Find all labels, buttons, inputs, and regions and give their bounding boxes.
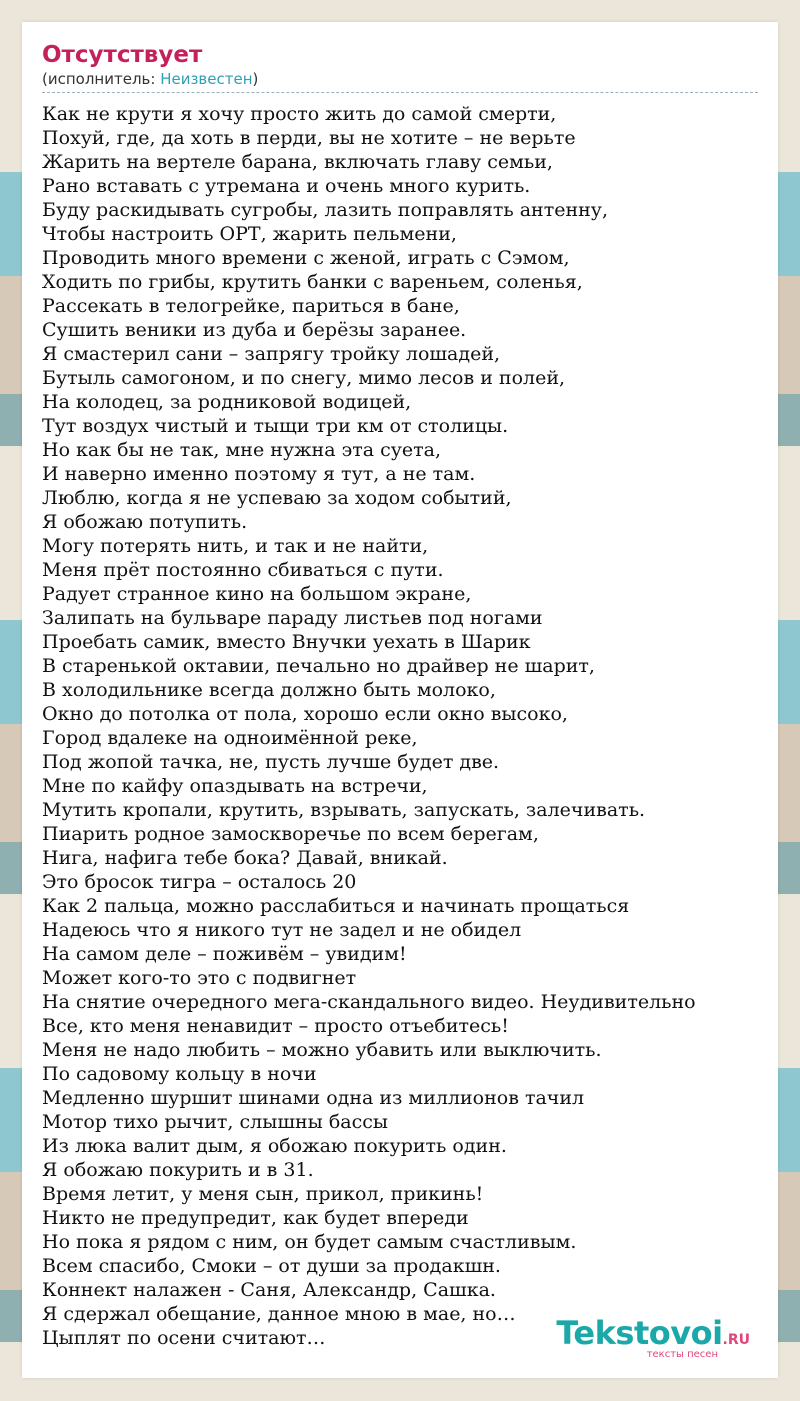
lyric-line: Рано вставать с утремана и очень много курить. xyxy=(42,175,531,197)
lyric-line: Пиарить родное замоскворечье по всем берегам, xyxy=(42,823,539,845)
lyrics-card xyxy=(22,22,778,1378)
lyric-line: Но пока я рядом с ним, он будет самым счастливым. xyxy=(42,1231,577,1253)
lyric-line: Но как бы не так, мне нужна эта суета, xyxy=(42,439,442,461)
lyric-line: Как 2 пальца, можно расслабиться и начинать прощаться xyxy=(42,895,630,917)
lyric-line: Коннект налажен - Саня, Александр, Сашка. xyxy=(42,1279,496,1301)
lyric-line: Никто не предупредит, как будет впереди xyxy=(42,1207,469,1229)
lyric-line: Бутыль самогоном, и по снегу, мимо лесов и полей, xyxy=(42,367,566,389)
lyric-line: Меня не надо любить – можно убавить или выключить. xyxy=(42,1039,602,1061)
lyric-line: Это бросок тигра – осталось 20 xyxy=(42,871,357,893)
lyric-line: Рассекать в телогрейке, париться в бане, xyxy=(42,295,460,317)
lyric-line: Ходить по грибы, крутить банки с вареньем, соленья, xyxy=(42,271,583,293)
lyric-line: Проебать самик, вместо Внучки уехать в Шарик xyxy=(42,631,531,653)
lyric-line: Меня прёт постоянно сбиваться с пути. xyxy=(42,559,444,581)
performer-prefix: (исполнитель: xyxy=(42,70,161,88)
lyric-line: В холодильнике всегда должно быть молоко, xyxy=(42,679,496,701)
song-title: Отсутствует xyxy=(42,42,203,68)
lyric-line: Проводить много времени с женой, играть с Сэмом, xyxy=(42,247,570,269)
lyric-line: Жарить на вертеле барана, включать главу семьи, xyxy=(42,151,553,173)
lyric-line: Всем спасибо, Смоки – от души за продакшн. xyxy=(42,1255,501,1277)
lyric-line: В старенькой октавии, печально но драйвер не шарит, xyxy=(42,655,595,677)
performer-link[interactable]: Неизвестен xyxy=(160,70,253,88)
lyric-line: Люблю, когда я не успеваю за ходом событий, xyxy=(42,487,512,509)
lyric-line: Город вдалеке на одноимённой реке, xyxy=(42,727,418,749)
lyric-line: Время летит, у меня сын, прикол, прикинь! xyxy=(42,1183,484,1205)
lyric-line: Окно до потолка от пола, хорошо если окно высоко, xyxy=(42,703,568,725)
lyric-line: Медленно шуршит шинами одна из миллионов тачил xyxy=(42,1087,585,1109)
lyric-line: Я обожаю покурить и в 31. xyxy=(42,1159,314,1181)
lyric-line: Могу потерять нить, и так и не найти, xyxy=(42,535,429,557)
lyric-line: На снятие очередного мега-скандального видео. Неудивительно xyxy=(42,991,696,1013)
lyric-line: По садовому кольцу в ночи xyxy=(42,1063,317,1085)
lyric-line: Нига, нафига тебе бока? Давай, вникай. xyxy=(42,847,448,869)
lyric-line: Буду раскидывать сугробы, лазить поправлять антенну, xyxy=(42,199,609,221)
lyric-line: Под жопой тачка, не, пусть лучше будет две. xyxy=(42,751,500,773)
lyric-line: Цыплят по осени считают… xyxy=(42,1327,326,1349)
performer-suffix: ) xyxy=(252,70,259,88)
lyric-line: Из люка валит дым, я обожаю покурить один. xyxy=(42,1135,507,1157)
lyric-line: Сушить веники из дуба и берёзы заранее. xyxy=(42,319,467,341)
performer-line xyxy=(42,70,758,93)
lyric-line: Все, кто меня ненавидит – просто отъебитесь! xyxy=(42,1015,509,1037)
lyric-line: Мутить кропали, крутить, взрывать, запускать, залечивать. xyxy=(42,799,646,821)
lyrics-text xyxy=(42,102,758,1350)
lyric-line: Может кого-то это с подвигнет xyxy=(42,967,357,989)
lyric-line: И наверно именно поэтому я тут, а не там. xyxy=(42,463,476,485)
lyric-line: Я обожаю потупить. xyxy=(42,511,248,533)
lyric-line: Радует странное кино на большом экране, xyxy=(42,583,472,605)
logo-tagline: тексты песен xyxy=(646,1349,718,1360)
lyric-line: На самом деле – поживём – увидим! xyxy=(42,943,407,965)
lyric-line: Мне по кайфу опаздывать на встречи, xyxy=(42,775,428,797)
site-logo[interactable] xyxy=(556,1316,750,1360)
logo-domain: .RU xyxy=(722,1332,750,1348)
lyric-line: Залипать на бульваре параду листьев под ногами xyxy=(42,607,543,629)
lyric-line: Чтобы настроить ОРТ, жарить пельмени, xyxy=(42,223,457,245)
lyric-line: Как не крути я хочу просто жить до самой смерти, xyxy=(42,103,557,125)
lyric-line: На колодец, за родниковой водицей, xyxy=(42,391,412,413)
lyric-line: Тут воздух чистый и тыщи три км от столицы. xyxy=(42,415,509,437)
lyric-line: Я смастерил сани – запрягу тройку лошадей, xyxy=(42,343,501,365)
lyric-line: Мотор тихо рычит, слышны бассы xyxy=(42,1111,389,1133)
lyric-line: Надеюсь что я никого тут не задел и не обидел xyxy=(42,919,522,941)
logo-wordmark: Tekstovoi xyxy=(556,1314,723,1352)
lyric-line: Похуй, где, да хоть в перди, вы не хотите – не верьте xyxy=(42,127,576,149)
lyric-line: Я сдержал обещание, данное мною в мае, но… xyxy=(42,1303,516,1325)
